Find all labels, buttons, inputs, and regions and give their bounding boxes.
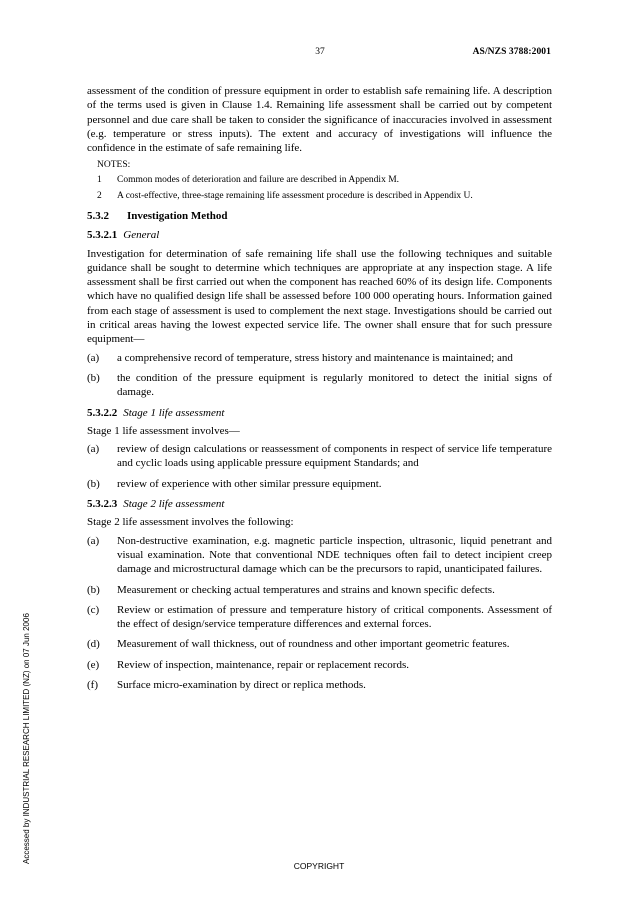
list-label: (e) <box>87 658 100 671</box>
note-text: Common modes of deterioration and failure are described in Appendix M. <box>117 174 400 185</box>
list-item <box>87 371 552 400</box>
stage1-intro: Stage 1 life assessment involves— <box>87 424 240 437</box>
note-text: A cost-effective, three-stage remaining life assessment procedure is described in Appendix U. <box>117 191 473 202</box>
list-label: (a) <box>87 351 100 364</box>
list-item <box>87 534 552 577</box>
subsection-heading-stage2 <box>87 497 552 511</box>
stage2-intro: Stage 2 life assessment involves the following: <box>87 516 294 529</box>
section-heading <box>87 209 552 223</box>
list-item <box>87 583 552 597</box>
list-label: (a) <box>87 443 100 456</box>
list-text: review of design calculations or reassessment of components in respect of service life temperature and cyclic loads using applicable pressure equipment Standards; and <box>117 443 552 470</box>
list-label: (f) <box>87 679 98 691</box>
list-label: (b) <box>87 583 100 596</box>
list-item <box>87 603 552 632</box>
subsection-title: Stage 2 life assessment <box>123 498 225 511</box>
list-item <box>87 351 552 365</box>
body-text <box>87 84 552 698</box>
list-text: Measurement of wall thickness, out of roundness and other important geometric features. <box>117 638 510 651</box>
list-label: (b) <box>87 371 100 384</box>
list-text: Review or estimation of pressure and temperature history of critical components. Assessment of the effect of design/service temperature differences and external forces. <box>117 603 552 631</box>
list-item <box>87 678 552 692</box>
list-item <box>87 637 552 651</box>
note-number: 2 <box>97 191 102 202</box>
subsection-heading-stage1 <box>87 406 552 420</box>
copyright-footer: COPYRIGHT <box>293 861 345 871</box>
intro-paragraph: assessment of the condition of pressure equipment in order to establish safe remaining life. A description of the terms used is given in Clause 1.4. Remaining life assessment shall be carried out by competent personnel and due care shall be taken to consider the significance of inaccuracies involved in assessment (e.g. temperature or stress inputs). The extent and accuracy of investigations will influence the confidence in the estimate of safe remaining life. <box>87 85 552 155</box>
list-text: Non-destructive examination, e.g. magnetic particle inspection, ultrasonic, liquid penetrant and visual examination. Note that conventional NDE techniques often fail to detect incipient creep damage and microstructural damage which can be the precursors to rapid, unanticipated failures. <box>117 534 552 576</box>
list-item <box>87 477 552 491</box>
list-label: (d) <box>87 638 100 651</box>
subsection-title: Stage 1 life assessment <box>123 406 225 419</box>
list-text: review of experience with other similar pressure equipment. <box>117 477 382 490</box>
list-label: (b) <box>87 477 100 490</box>
standard-identifier: AS/NZS 3788:2001 <box>472 47 551 57</box>
general-paragraph: Investigation for determination of safe remaining life shall use the following techniques and suitable guidance shall be sought to determine which techniques are appropriate at any inspection stage. A life assessment shall be first carried out when the component has reached 60% of its design life. Components which have no qualified design life shall be assessed before 100 000 operating hours. Information gained from each stage of assessment is used to complement the next stage. Investigations should be carried out in critical areas having the lowest expected service life. The owner shall ensure that for such pressure equipment— <box>87 247 552 346</box>
list-text: Measurement or checking actual temperatures and strains and known specific defects. <box>117 583 495 596</box>
list-text: the condition of the pressure equipment is regularly monitored to detect the initial signs of damage. <box>117 371 552 399</box>
subsection-title: General <box>123 229 160 242</box>
note-item <box>97 174 552 187</box>
list-item <box>87 442 552 471</box>
list-text: a comprehensive record of temperature, stress history and maintenance is maintained; and <box>117 351 513 364</box>
list-item <box>87 658 552 672</box>
subsection-heading-general <box>87 228 552 242</box>
list-label: (c) <box>87 603 100 616</box>
subsection-number: 5.3.2.3 <box>87 498 118 511</box>
subsection-number: 5.3.2.1 <box>87 229 118 242</box>
section-title: Investigation Method <box>127 209 228 222</box>
note-number: 1 <box>97 174 102 185</box>
notes-heading: NOTES: <box>97 160 131 171</box>
section-number: 5.3.2 <box>87 209 109 222</box>
list-text: Review of inspection, maintenance, repair or replacement records. <box>117 658 409 671</box>
subsection-number: 5.3.2.2 <box>87 406 118 419</box>
note-item <box>97 190 552 203</box>
list-label: (a) <box>87 534 100 547</box>
access-watermark: Accessed by INDUSTRIAL RESEARCH LIMITED (NZ) on 07 Jun 2006 <box>22 613 31 864</box>
list-text: Surface micro-examination by direct or replica methods. <box>117 679 366 691</box>
page-number: 37 <box>315 47 325 57</box>
